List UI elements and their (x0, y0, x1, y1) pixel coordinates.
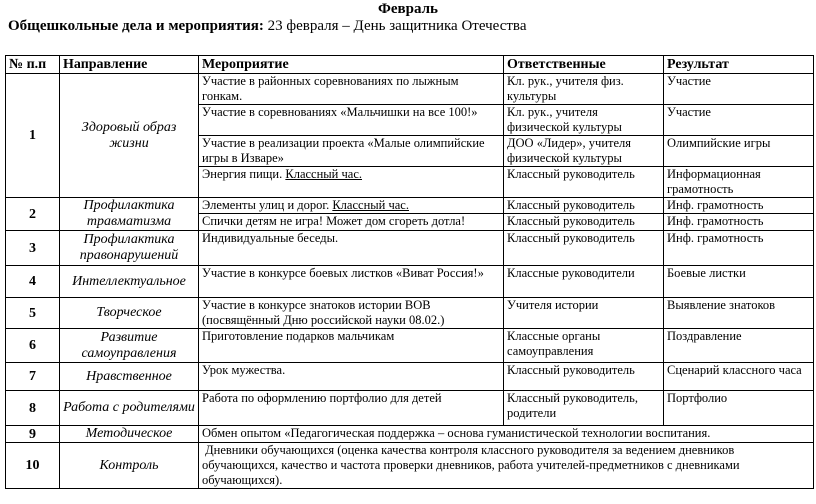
row-number: 3 (6, 231, 60, 266)
column-header: Мероприятие (199, 56, 504, 74)
responsible-cell: Классный руководитель, родители (504, 391, 664, 426)
event-link-text: Классный час. (332, 198, 409, 212)
row-number: 2 (6, 198, 60, 231)
event-cell: Обмен опытом «Педагогическая поддержка – основа гуманистической технологии воспитания. (199, 426, 814, 443)
direction-cell: Профилактика травматизма (60, 198, 199, 231)
table-row (6, 198, 814, 214)
direction-cell: Здоровый образ жизни (60, 74, 199, 198)
plan-table (5, 55, 814, 489)
table-row (6, 298, 814, 329)
event-cell: Урок мужества. (199, 363, 504, 391)
responsible-cell: Кл. рук., учителя физ. культуры (504, 74, 664, 105)
row-number: 7 (6, 363, 60, 391)
event-cell: Индивидуальные беседы. (199, 231, 504, 266)
row-number: 6 (6, 329, 60, 363)
responsible-cell: ДОО «Лидер», учителя физической культуры (504, 136, 664, 167)
responsible-cell: Классные органы самоуправления (504, 329, 664, 363)
direction-cell: Профилактика правонарушений (60, 231, 199, 266)
subtitle-label: Общешкольные дела и мероприятия: (8, 18, 264, 34)
event-cell: Участие в районных соревнованиях по лыжным гонкам. (199, 74, 504, 105)
direction-cell: Методическое (60, 426, 199, 443)
event-link-text: Классный час. (285, 167, 363, 181)
column-header: № п.п (6, 56, 60, 74)
event-cell: Работа по оформлению портфолио для детей (199, 391, 504, 426)
direction-cell: Нравственное (60, 363, 199, 391)
event-cell (199, 167, 504, 198)
direction-cell: Творческое (60, 298, 199, 329)
responsible-cell: Кл. рук., учителя физической культуры (504, 105, 664, 136)
event-cell: Спички детям не игра! Может дом сгореть дотла! (199, 214, 504, 231)
table-row (6, 426, 814, 443)
page-subtitle (8, 17, 526, 35)
direction-cell: Работа с родителями (60, 391, 199, 426)
direction-cell: Развитие самоуправления (60, 329, 199, 363)
result-cell: Участие (664, 74, 814, 105)
result-cell: Поздравление (664, 329, 814, 363)
event-cell: Дневники обучающихся (оценка качества контроля классного руководителя за ведением дневников обучающихся, качество и частота проверки дневников, работа учителей-предметников с дневниками обучающихся). (199, 443, 814, 489)
result-cell: Информационная грамотность (664, 167, 814, 198)
result-cell: Инф. грамотность (664, 214, 814, 231)
table-row (6, 329, 814, 363)
row-number: 8 (6, 391, 60, 426)
event-text: Элементы улиц и дорог. (202, 198, 333, 212)
event-text: Энергия пищи. (202, 167, 286, 181)
responsible-cell: Классный руководитель (504, 198, 664, 214)
responsible-cell: Классные руководители (504, 266, 664, 298)
event-cell: Приготовление подарков мальчикам (199, 329, 504, 363)
table-row (6, 74, 814, 105)
result-cell: Инф. грамотность (664, 231, 814, 266)
result-cell: Олимпийские игры (664, 136, 814, 167)
event-cell: Участие в соревнованиях «Мальчишки на все 100!» (199, 105, 504, 136)
result-cell: Портфолио (664, 391, 814, 426)
direction-cell: Интеллектуальное (60, 266, 199, 298)
row-number: 10 (6, 443, 60, 489)
result-cell: Участие (664, 105, 814, 136)
table-row (6, 266, 814, 298)
responsible-cell: Классный руководитель (504, 363, 664, 391)
column-header: Ответственные (504, 56, 664, 74)
responsible-cell: Классный руководитель (504, 167, 664, 198)
row-number: 9 (6, 426, 60, 443)
event-cell (199, 198, 504, 214)
result-cell: Боевые листки (664, 266, 814, 298)
result-cell: Инф. грамотность (664, 198, 814, 214)
page-title: Февраль (378, 1, 438, 17)
column-header: Направление (60, 56, 199, 74)
table-row (6, 443, 814, 489)
row-number: 5 (6, 298, 60, 329)
row-number: 4 (6, 266, 60, 298)
responsible-cell: Классный руководитель (504, 231, 664, 266)
event-cell: Участие в реализации проекта «Малые олимпийские игры в Изваре» (199, 136, 504, 167)
result-cell: Сценарий классного часа (664, 363, 814, 391)
table-row (6, 391, 814, 426)
table-row (6, 231, 814, 266)
column-header: Результат (664, 56, 814, 74)
event-cell: Участие в конкурсе боевых листков «Виват Россия!» (199, 266, 504, 298)
subtitle-text: 23 февраля – День защитника Отечества (263, 18, 527, 34)
table-row (6, 363, 814, 391)
event-cell: Участие в конкурсе знатоков истории ВОВ (посвящённый Дню российской науки 08.02.) (199, 298, 504, 329)
table-header-row (6, 56, 814, 74)
result-cell: Выявление знатоков (664, 298, 814, 329)
row-number: 1 (6, 74, 60, 198)
responsible-cell: Учителя истории (504, 298, 664, 329)
direction-cell: Контроль (60, 443, 199, 489)
responsible-cell: Классный руководитель (504, 214, 664, 231)
